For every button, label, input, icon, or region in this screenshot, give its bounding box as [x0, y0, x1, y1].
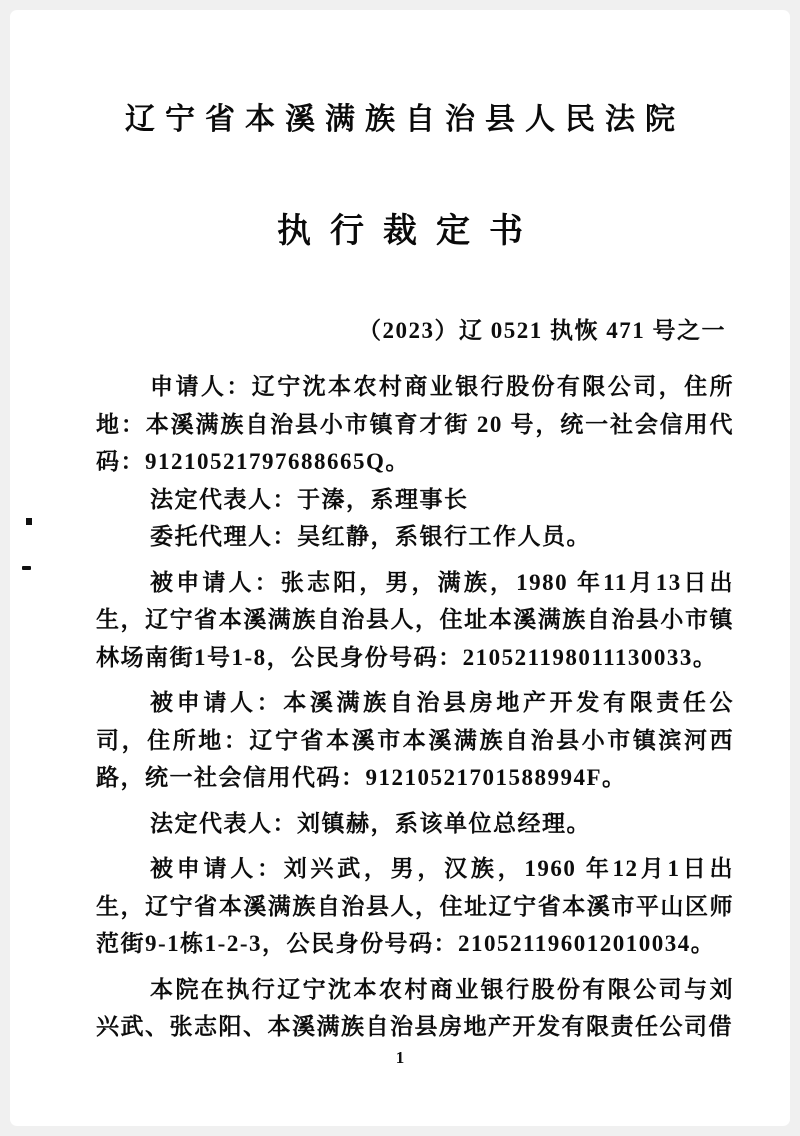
- paragraph: 被申请人：本溪满族自治县房地产开发有限责任公司，住所地：辽宁省本溪市本溪满族自治县小市镇滨河西路，统一社会信用代码：91210521701588994F。: [96, 690, 734, 791]
- scan-artifact-dash: [22, 566, 31, 570]
- document-page: [10, 10, 790, 1126]
- paragraph: 委托代理人：吴红静，系银行工作人员。: [150, 524, 592, 550]
- case-number: （2023）辽 0521 执恢 471 号之一: [358, 317, 726, 343]
- paragraph: 法定代表人：于溱，系理事长: [150, 486, 469, 512]
- paragraph: 被申请人：刘兴武，男，汉族，1960 年12月1日出生，辽宁省本溪满族自治县人，住址辽宁省本溪市平山区师范街9-1栋1-2-3，公民身份号码：210521196012010034。: [96, 856, 734, 957]
- document-title: 执行裁定书: [277, 213, 542, 250]
- scan-artifact-dot: [26, 518, 32, 525]
- page-number: 1: [395, 1047, 405, 1067]
- document-body: [10, 368, 790, 1046]
- paragraph: 申请人：辽宁沈本农村商业银行股份有限公司，住所地：本溪满族自治县小市镇育才街 20 号，统一社会信用代码：91210521797688665Q。: [96, 374, 734, 475]
- paragraph: 本院在执行辽宁沈本农村商业银行股份有限公司与刘兴武、张志阳、本溪满族自治县房地产开发有限责任公司借: [96, 976, 734, 1040]
- court-name-heading: 辽宁省本溪满族自治县人民法院: [125, 103, 685, 136]
- paragraph: 被申请人：张志阳，男，满族，1980 年11月13日出生，辽宁省本溪满族自治县人，住址本溪满族自治县小市镇林场南街1号1-8，公民身份号码：210521198011130033。: [96, 569, 734, 670]
- paragraph: 法定代表人：刘镇赫，系该单位总经理。: [150, 810, 592, 836]
